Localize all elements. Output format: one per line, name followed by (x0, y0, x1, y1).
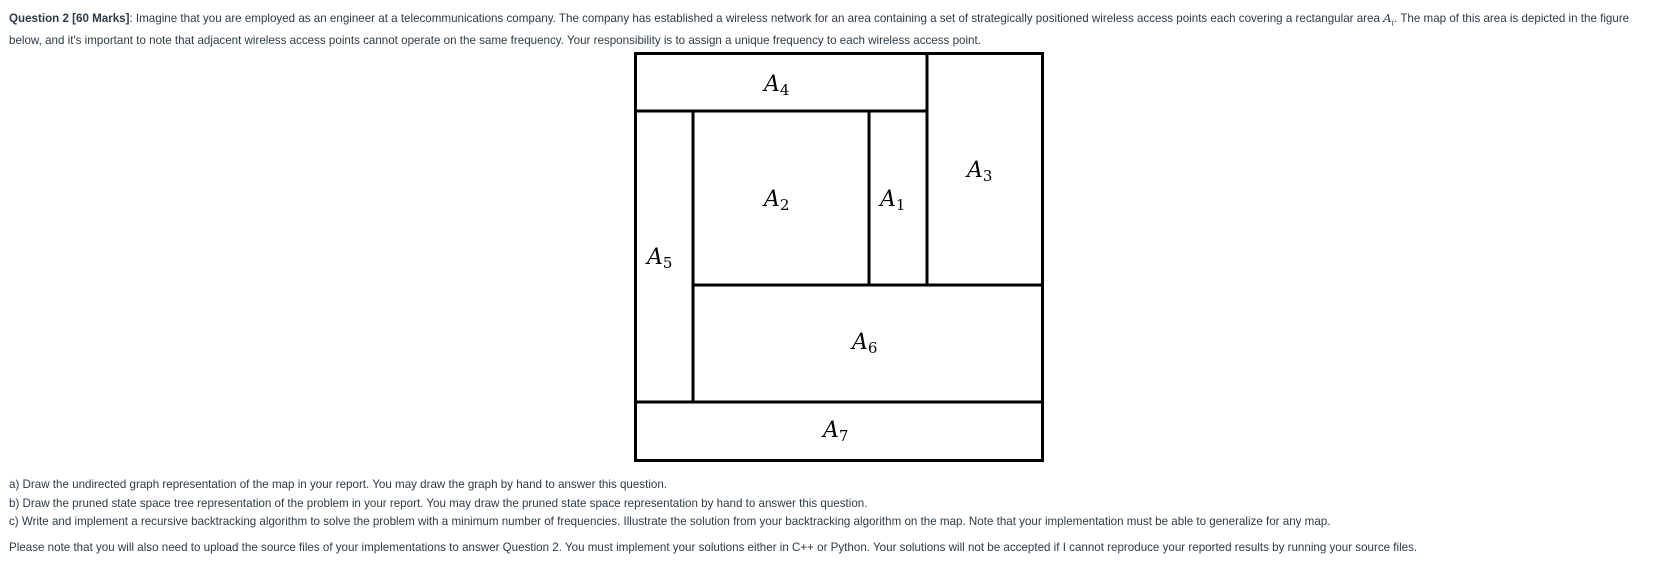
region-label-a4: A4 (764, 72, 790, 99)
region-label-a7: A7 (823, 418, 849, 445)
region-label-a1: A1 (880, 187, 906, 214)
question-intro (9, 9, 1649, 50)
region-label-a5: A5 (647, 245, 673, 272)
task-list (9, 476, 1649, 532)
task-c: c) Write and implement a recursive backtracking algorithm to solve the problem with a minimum number of frequencies. Illustrate the solution from your backtracking algorithm on the map. Note that your implementation must be able to generalize for any map. (9, 515, 1331, 528)
map-outer-border (636, 54, 1043, 461)
intro-math-sub: i (1391, 18, 1395, 28)
task-b: b) Draw the pruned state space tree representation of the problem in your report. You may draw the pruned state space representation by hand to answer this question. (9, 496, 868, 510)
region-label-a2: A2 (764, 187, 790, 214)
intro-text-1: : Imagine that you are employed as an engineer at a telecommunications company. The company has established a wireless network for an area containing a set of strategically positioned wireless access points each covering a rectangular area (129, 12, 1384, 25)
question-heading: Question 2 [60 Marks] (9, 12, 130, 25)
task-a: a) Draw the undirected graph representation of the map in your report. You may draw the graph by hand to answer this question. (9, 478, 668, 491)
region-label-a6: A6 (852, 330, 878, 357)
intro-math-symbol: A (1383, 11, 1392, 25)
submission-note: Please note that you will also need to upload the source files of your implementations to answer Question 2. You must implement your solutions either in C++ or Python. Your solutions will not be accepted if I cannot reproduce your reported results by running your source files. (9, 541, 1418, 554)
region-label-a3: A3 (967, 158, 993, 185)
intro-text-2: . The map of this area is depicted in the figure below, and it's important to note that adjacent wireless access points cannot operate on the same frequency. Your responsibility is to assign a unique frequency to each wireless access point. (9, 12, 1630, 48)
access-point-map (634, 52, 1044, 462)
map-figure (634, 52, 1044, 462)
